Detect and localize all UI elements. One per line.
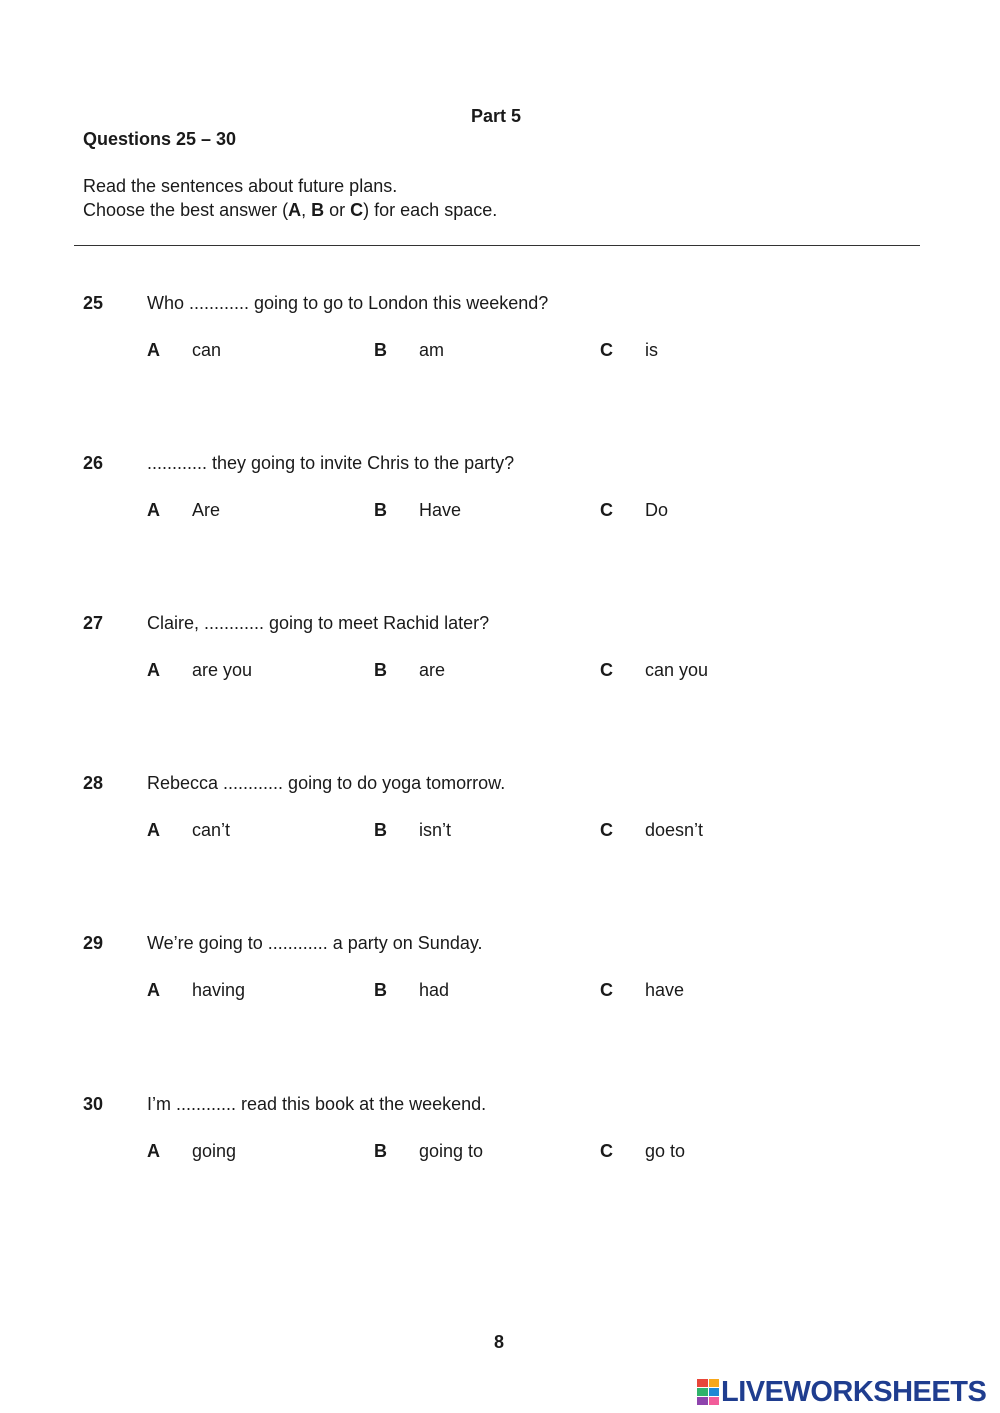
option-a-text: can’t [192, 820, 231, 840]
option-c-letter: C [600, 980, 613, 1000]
option-c-letter: C [600, 340, 613, 360]
part-title: Part 5 [470, 106, 522, 126]
logo-tile [697, 1388, 708, 1396]
questions-range: Questions 25 – 30 [83, 129, 237, 149]
logo-tile [709, 1388, 720, 1396]
logo-tile [709, 1379, 720, 1387]
option-b-letter: B [374, 660, 387, 680]
option-c-text: have [645, 980, 685, 1000]
question-text: We’re going to ............ a party on Sunday. [147, 933, 483, 953]
question-30 [0, 1094, 1000, 1161]
option-a-letter: A [147, 660, 160, 680]
option-c-text: Do [645, 500, 669, 520]
instruction-letter-c: C [350, 200, 364, 220]
option-a-letter: A [147, 340, 160, 360]
option-b-text: going to [419, 1141, 484, 1161]
option-c-letter: C [600, 1141, 613, 1161]
instruction-line-2 [83, 200, 497, 221]
option-c-letter: C [600, 660, 613, 680]
question-number: 25 [83, 293, 104, 313]
liveworksheets-logo [697, 1377, 986, 1407]
option-b-letter: B [374, 340, 387, 360]
option-b-text: Have [419, 500, 462, 520]
question-text: Who ............ going to go to London this weekend? [147, 293, 549, 313]
question-text: I’m ............ read this book at the weekend. [147, 1094, 487, 1114]
option-a-letter: A [147, 500, 160, 520]
question-number: 26 [83, 453, 104, 473]
instruction-letter-a: A [288, 200, 302, 220]
option-a-text: going [192, 1141, 237, 1161]
option-b-text: had [419, 980, 450, 1000]
instruction-letter-b: B [311, 200, 325, 220]
logo-tile [709, 1397, 720, 1405]
option-a-letter: A [147, 1141, 160, 1161]
question-number: 28 [83, 773, 104, 793]
option-a-letter: A [147, 980, 160, 1000]
option-c-text: is [645, 340, 658, 360]
page-number: 8 [493, 1332, 504, 1352]
instruction-suffix: ) for each space. [363, 200, 498, 220]
question-28 [0, 773, 1000, 840]
option-a-text: can [192, 340, 222, 360]
option-c-letter: C [600, 500, 613, 520]
logo-tile [697, 1379, 708, 1387]
option-a-text: having [192, 980, 246, 1000]
option-b-letter: B [374, 820, 387, 840]
instruction-sep: , [301, 200, 312, 220]
question-27 [0, 613, 1000, 680]
option-b-letter: B [374, 1141, 387, 1161]
option-a-letter: A [147, 820, 160, 840]
instruction-line-1: Read the sentences about future plans. [83, 176, 398, 196]
divider [74, 245, 920, 246]
question-number: 30 [83, 1094, 104, 1114]
question-29 [0, 933, 1000, 1000]
option-c-text: go to [645, 1141, 686, 1161]
option-a-text: Are [192, 500, 221, 520]
option-c-letter: C [600, 820, 613, 840]
option-c-text: doesn’t [645, 820, 704, 840]
logo-tile [697, 1397, 708, 1405]
question-number: 27 [83, 613, 104, 633]
logo-text: LIVEWORKSHEETS [721, 1376, 987, 1408]
option-a-text: are you [192, 660, 253, 680]
instruction-or: or [324, 200, 351, 220]
question-number: 29 [83, 933, 104, 953]
option-c-text: can you [645, 660, 709, 680]
instruction-prefix: Choose the best answer ( [83, 200, 289, 220]
option-b-text: isn’t [419, 820, 452, 840]
option-b-letter: B [374, 980, 387, 1000]
question-text: ............ they going to invite Chris to the party? [147, 453, 515, 473]
question-text: Rebecca ............ going to do yoga tomorrow. [147, 773, 506, 793]
question-text: Claire, ............ going to meet Rachid later? [147, 613, 490, 633]
question-26 [0, 453, 1000, 520]
option-b-text: are [419, 660, 446, 680]
option-b-letter: B [374, 500, 387, 520]
option-b-text: am [419, 340, 445, 360]
question-25 [0, 293, 1000, 360]
liveworksheets-logo-icon [697, 1379, 719, 1405]
